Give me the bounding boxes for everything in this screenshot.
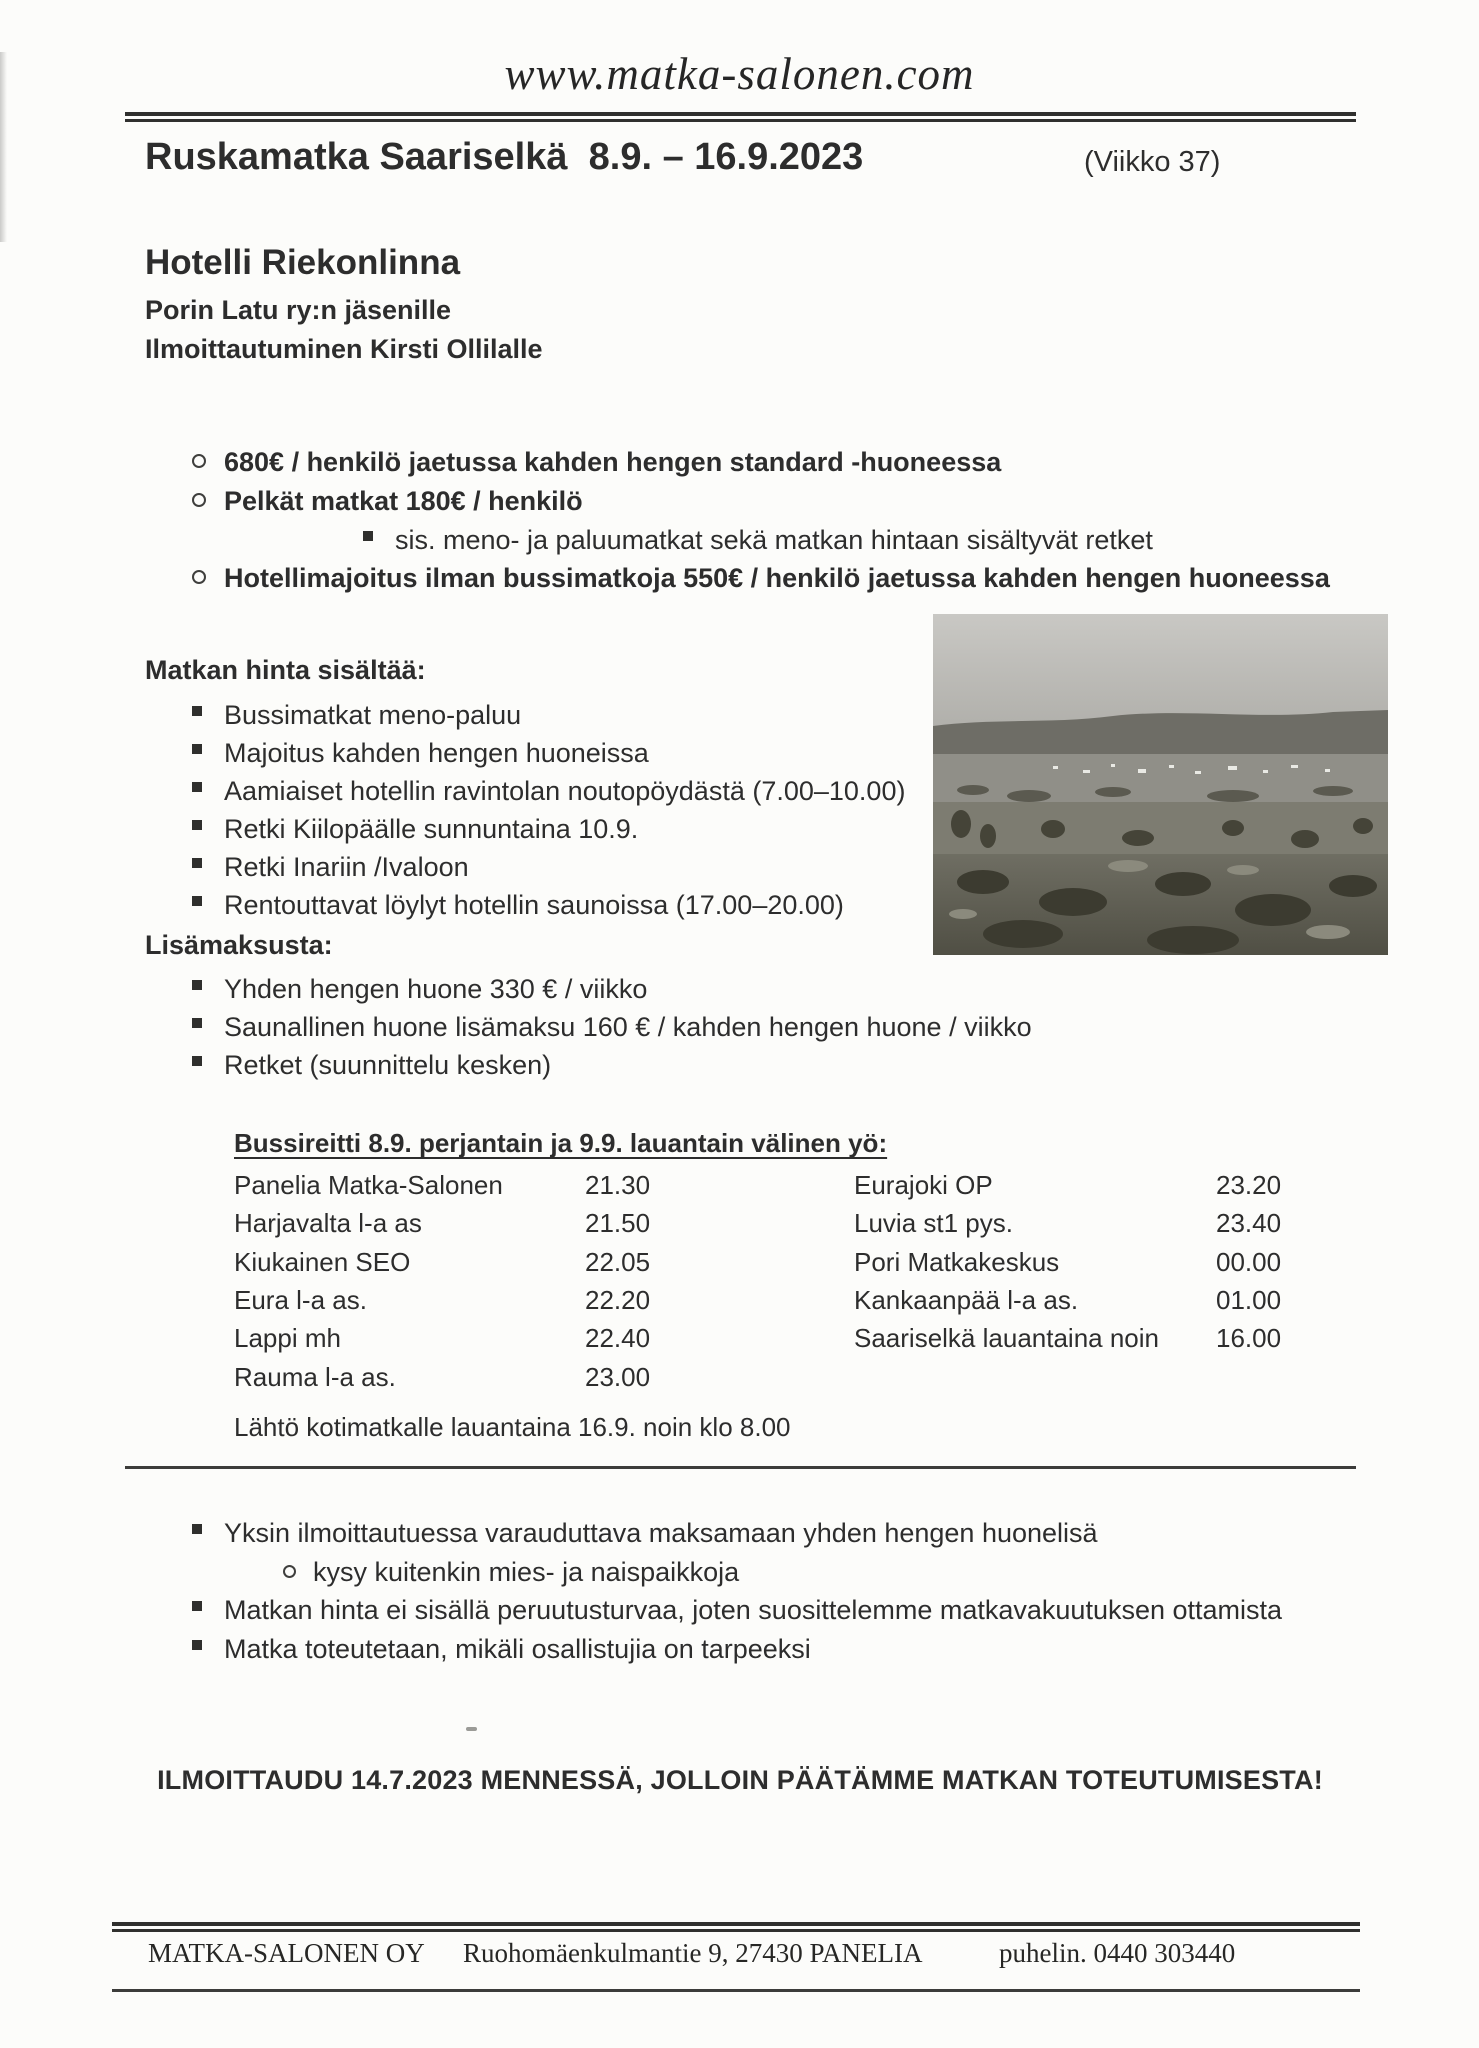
price-option-text: Pelkät matkat 180€ / henkilö bbox=[224, 486, 583, 516]
square-bullet-icon bbox=[192, 744, 202, 754]
bus-stop-time: 23.00 bbox=[585, 1362, 651, 1392]
extras-heading: Lisämaksusta: bbox=[145, 930, 333, 960]
bus-stop-time: 22.05 bbox=[585, 1247, 651, 1277]
bus-stop-time: 21.30 bbox=[585, 1170, 651, 1200]
bus-stop-time: 00.00 bbox=[1216, 1247, 1282, 1277]
square-bullet-icon bbox=[363, 531, 373, 541]
bus-stop-name: Panelia Matka-Salonen bbox=[234, 1170, 503, 1200]
bus-route-heading: Bussireitti 8.9. perjantain ja 9.9. lauantain välinen yö: bbox=[234, 1128, 888, 1158]
footer-phone: puhelin. 0440 303440 bbox=[999, 1938, 1236, 1968]
bus-stop-name: Eura l-a as. bbox=[234, 1285, 367, 1315]
bus-stop-name: Saariselkä lauantaina noin bbox=[854, 1323, 1159, 1353]
bus-stop-time: 01.00 bbox=[1216, 1285, 1282, 1315]
section-divider bbox=[125, 1466, 1356, 1469]
square-bullet-icon bbox=[192, 1524, 202, 1534]
bus-stop-time: 22.20 bbox=[585, 1285, 651, 1315]
bus-stop-name: Pori Matkakeskus bbox=[854, 1247, 1060, 1277]
deadline-banner: ILMOITTAUDU 14.7.2023 MENNESSÄ, JOLLOIN PÄÄTÄMME MATKAN TOTEUTUMISESTA! bbox=[157, 1765, 1323, 1795]
bus-stop-time: 22.40 bbox=[585, 1323, 651, 1353]
extras-item bbox=[192, 1050, 551, 1081]
circle-bullet-icon bbox=[283, 1565, 296, 1578]
note-item bbox=[192, 1518, 1098, 1549]
circle-bullet-icon bbox=[192, 493, 206, 507]
price-option-text: 680€ / henkilö jaetussa kahden hengen standard -huoneessa bbox=[224, 447, 1002, 477]
extras-item-text: Saunallinen huone lisämaksu 160 € / kahden hengen huone / viikko bbox=[224, 1012, 1032, 1042]
hotel-name: Hotelli Riekonlinna bbox=[145, 243, 461, 282]
price-option-detail bbox=[363, 525, 1153, 556]
bus-stop-row bbox=[0, 1170, 1479, 1204]
square-bullet-icon bbox=[192, 1601, 202, 1611]
bus-stop-name: Eurajoki OP bbox=[854, 1170, 993, 1200]
includes-item-text: Bussimatkat meno-paluu bbox=[224, 700, 522, 730]
note-item-text: Matkan hinta ei sisällä peruutusturvaa, joten suosittelemme matkavakuutuksen ottamista bbox=[224, 1595, 1283, 1625]
circle-bullet-icon bbox=[192, 570, 206, 584]
landscape-photo bbox=[933, 614, 1388, 955]
square-bullet-icon bbox=[192, 820, 202, 830]
includes-heading: Matkan hinta sisältää: bbox=[145, 655, 426, 685]
bus-stop-row bbox=[0, 1362, 1479, 1396]
price-option bbox=[192, 447, 1001, 478]
extras-item bbox=[192, 974, 647, 1005]
includes-item-text: Retki Kiilopäälle sunnuntaina 10.9. bbox=[224, 814, 639, 844]
extras-item-text: Yhden hengen huone 330 € / viikko bbox=[224, 974, 648, 1004]
square-bullet-icon bbox=[192, 896, 202, 906]
square-bullet-icon bbox=[192, 706, 202, 716]
bus-stop-row bbox=[0, 1208, 1479, 1242]
scan-artifact bbox=[466, 1727, 477, 1731]
includes-item-text: Majoitus kahden hengen huoneissa bbox=[224, 738, 649, 768]
includes-item bbox=[192, 852, 469, 883]
note-item bbox=[192, 1634, 811, 1665]
bus-stop-name: Kankaanpää l-a as. bbox=[854, 1285, 1079, 1315]
price-option bbox=[192, 563, 1330, 594]
square-bullet-icon bbox=[192, 980, 202, 990]
footer-divider-bottom bbox=[112, 1989, 1360, 1992]
bus-stop-time: 21.50 bbox=[585, 1208, 651, 1238]
bus-stop-name: Luvia st1 pys. bbox=[854, 1208, 1013, 1238]
includes-item bbox=[192, 700, 521, 731]
note-subitem-text: kysy kuitenkin mies- ja naispaikkoja bbox=[313, 1557, 740, 1587]
bus-stop-row bbox=[0, 1285, 1479, 1319]
bus-stop-name: Rauma l-a as. bbox=[234, 1362, 396, 1392]
bus-stop-name: Harjavalta l-a as bbox=[234, 1208, 422, 1238]
price-option-detail-text: sis. meno- ja paluumatkat sekä matkan hintaan sisältyvät retket bbox=[395, 525, 1153, 555]
website-url: www.matka-salonen.com bbox=[504, 49, 975, 99]
note-item-text: Matka toteutetaan, mikäli osallistujia on tarpeeksi bbox=[224, 1634, 811, 1664]
bus-stop-time: 23.40 bbox=[1216, 1208, 1282, 1238]
footer-divider-top bbox=[112, 1922, 1360, 1932]
bus-stop-time: 23.20 bbox=[1216, 1170, 1282, 1200]
square-bullet-icon bbox=[192, 1640, 202, 1650]
bus-stop-time: 16.00 bbox=[1216, 1323, 1282, 1353]
note-item-text: Yksin ilmoittautuessa varauduttava maksamaan yhden hengen huonelisä bbox=[224, 1518, 1098, 1548]
extras-item-text: Retket (suunnittelu kesken) bbox=[224, 1050, 552, 1080]
price-option-text: Hotellimajoitus ilman bussimatkoja 550€ / henkilö jaetussa kahden hengen huoneessa bbox=[224, 563, 1330, 593]
includes-item bbox=[192, 776, 905, 807]
bus-stop-row bbox=[0, 1247, 1479, 1281]
note-subitem bbox=[283, 1557, 739, 1588]
footer-company: MATKA-SALONEN OY bbox=[148, 1938, 425, 1968]
includes-item bbox=[192, 738, 649, 769]
document-title: Ruskamatka Saariselkä 8.9. – 16.9.2023 bbox=[145, 136, 864, 178]
includes-item-text: Aamiaiset hotellin ravintolan noutopöydästä (7.00–10.00) bbox=[224, 776, 906, 806]
square-bullet-icon bbox=[192, 1056, 202, 1066]
registration-line: Ilmoittautuminen Kirsti Ollilalle bbox=[145, 334, 543, 364]
footer-address: Ruohomäenkulmantie 9, 27430 PANELIA bbox=[463, 1938, 923, 1968]
bus-stop-name: Lappi mh bbox=[234, 1323, 341, 1353]
bus-stop-row bbox=[0, 1323, 1479, 1357]
includes-item bbox=[192, 890, 844, 921]
bus-stop-name: Kiukainen SEO bbox=[234, 1247, 411, 1277]
note-item bbox=[192, 1595, 1282, 1626]
extras-item bbox=[192, 1012, 1032, 1043]
square-bullet-icon bbox=[192, 782, 202, 792]
circle-bullet-icon bbox=[192, 454, 206, 468]
includes-item bbox=[192, 814, 638, 845]
includes-item-text: Rentouttavat löylyt hotellin saunoissa (17.00–20.00) bbox=[224, 890, 844, 920]
price-option bbox=[192, 486, 583, 517]
audience-line: Porin Latu ry:n jäsenille bbox=[145, 295, 452, 325]
includes-item-text: Retki Inariin /Ivaloon bbox=[224, 852, 469, 882]
departure-note: Lähtö kotimatkalle lauantaina 16.9. noin klo 8.00 bbox=[234, 1412, 791, 1442]
week-label: (Viikko 37) bbox=[1084, 146, 1221, 178]
header-divider bbox=[125, 112, 1356, 122]
square-bullet-icon bbox=[192, 1018, 202, 1028]
square-bullet-icon bbox=[192, 858, 202, 868]
